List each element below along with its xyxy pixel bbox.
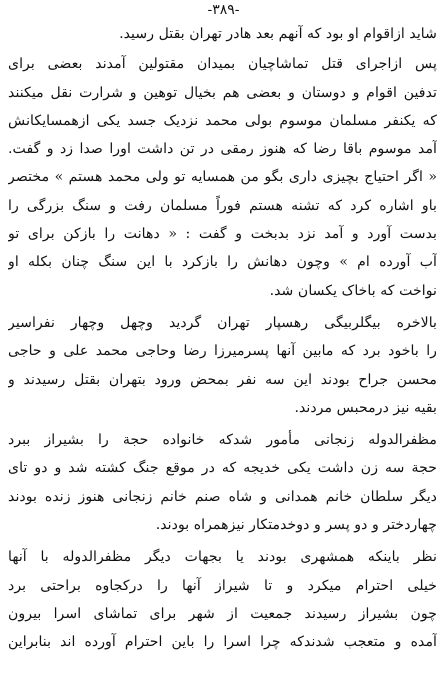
text-line: باو اشاره کرد که تشنه هستم فوراً مسلمان رفت و سنگ بزرگی را [8,197,437,214]
text-line: خیلی احترام میکرد و تا شیراز آنها را درکجاوه براحتی برد [8,577,437,594]
text-line: تدفین اقوام و دوستان و بعضی هم بخیال توهین و شرارت نقل میکنند [8,84,437,101]
text-line: چون بشیراز رسیدند جمعیت از شهر برای تماشای اسرا بیرون [8,605,437,622]
text-line: حجة سه زن داشت یکی خدیجه که در موقع جنگ کشته شد و دو تای [8,460,437,477]
text-line: مظفرالدوله زنجانی مأمور شدکه خانواده حجة را بشیراز ببرد [8,432,437,449]
text-line: بدست آورد و آمد نزد بدبخت و گفت : « دهانت را بازکن برای تو [8,226,437,243]
text-line: آمده و متعجب شدندکه چرا اسرا را باین احترام آورده اند بنابراین [8,634,437,651]
text-line: که یکنفر مسلمان موسوم بولی محمد نزدیک جسد یکی ازهمسایکانش [8,112,437,129]
body-text [8,20,437,657]
text-line: نظر باینکه همشهری بودند یا بجهات دیگر مظفرالدوله با آنها [8,549,437,566]
text-line: نواخت که باخاک یکسان شد. [269,282,437,299]
page-number: -۳۸۹- [207,2,240,18]
text-line: آب آورده ام » وچون دهانش را بازکرد با این سنگ چنان بکله او [8,254,437,271]
text-line: چهاردختر و دو پسر و دوخدمتکار نیزهمراه بودند. [155,517,437,534]
text-line: « اگر احتیاج بچیزی داری بگو من همسایه تو ولی محمد هستم » مختصر [8,169,437,186]
text-line: شاید ازاقوام او بود که آنهم بعد هادر تهران بقتل رسید. [119,26,437,42]
text-line: پس ازاجرای قتل تماشاچیان بمیدان مقتولین آمدند بعضی برای [8,56,437,73]
text-line: دیگر سلطان خانم همدانی و شاه صنم خانم زنجانی هنوز زنده بودند [8,488,437,505]
text-line: محسن جراح بودند این سه نفر بمحض ورود بتهران بقتل رسیدند و [8,371,437,388]
text-line: آمد موسوم باقا رضا که هنوز رمقی در تن داشت اورا صدا زد و گفت. [8,141,437,158]
text-line: بقیه نیز درمحبس مردند. [294,399,437,416]
text-line: بالاخره بیگلربیگی رهسپار تهران گردید وچهل وچهار نفراسیر [8,314,437,331]
text-line: را باخود برد که مابین آنها پسرمیرزا رضا وحاجی محمد علی و حاجی [8,343,437,360]
